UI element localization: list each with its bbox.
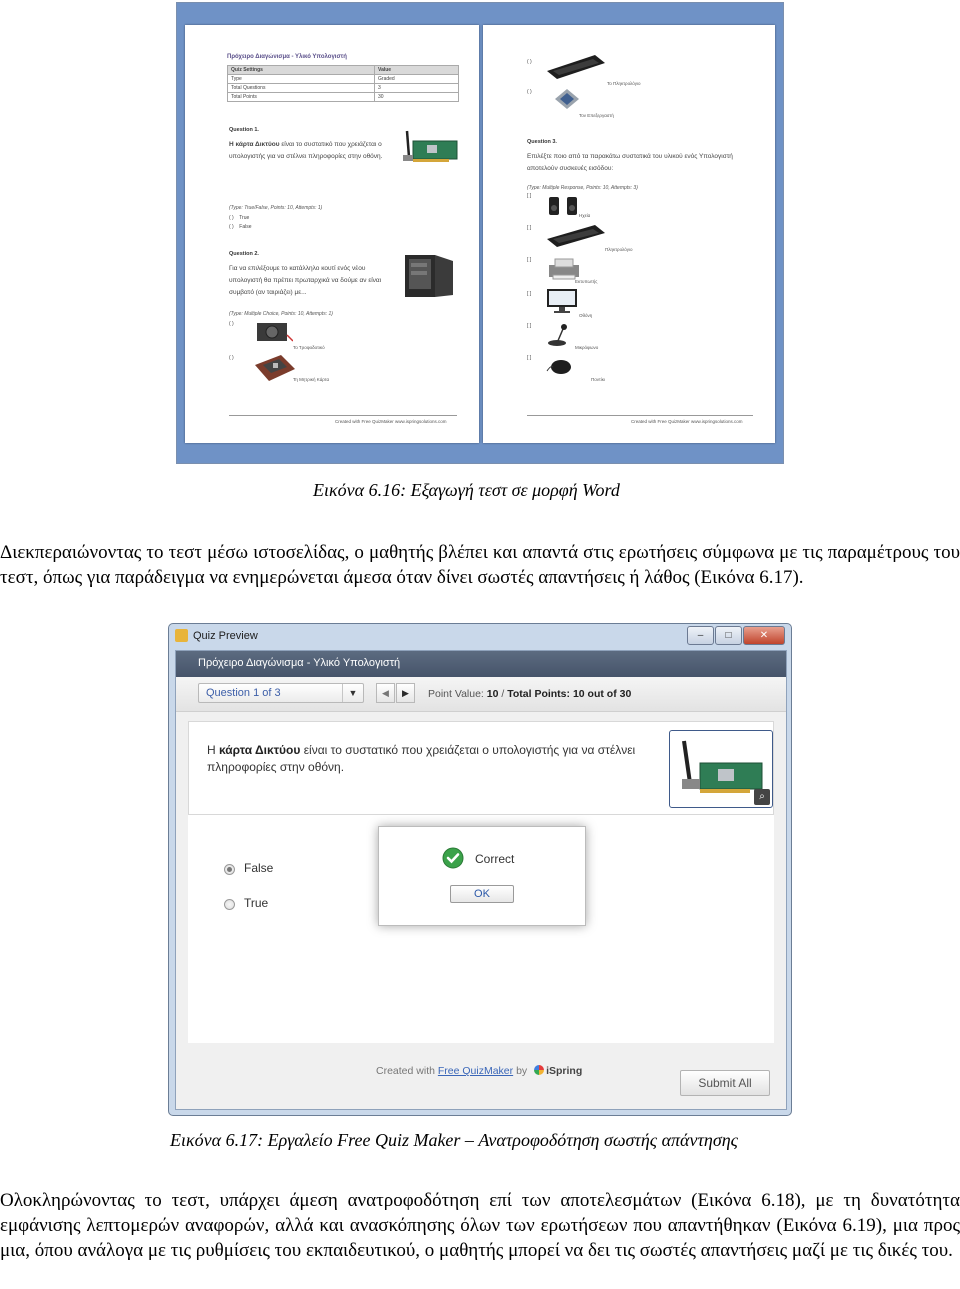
quiz-settings-table [227,65,459,102]
body-paragraph-2: Ολοκληρώνοντας το τεστ, υπάρχει άμεση ανατροφοδότηση επί των αποτελεσμάτων (Εικόνα 6.18), με τη δυνατότητα εμφάνισης λεπτομερών αναφορών, αλλά και ανασκόπησης όλων των ερωτήσεων που απαντήθηκαν (Εικόνα 6.19), μια προς μια, όπου ανάλογα με τις ρυθμίσεις του εκπαιδευτικού, ο μαθητής μπορεί να δει τις σωστές απαντήσεις μαζί με τις δικές του. [0,1190,960,1261]
q3-option-marker: [ ] [527,257,532,263]
close-button[interactable]: ✕ [743,626,785,645]
mouse-image [545,357,575,377]
q3-option-marker: [ ] [527,323,532,329]
window-controls [687,626,785,645]
total-points: 10 out of 30 [572,688,632,700]
question-bold: κάρτα Δικτύου [219,743,301,757]
q2-option-2-label: Τη Μητρική Κάρτα [293,377,330,382]
q3-option-5-label: Μικρόφωνο [575,345,599,350]
q2-option-2-marker: ( ) [229,355,234,361]
points-info [428,688,631,700]
check-circle-icon [442,847,464,869]
settings-cell: 30 [375,93,459,102]
answer-radio-false[interactable] [224,864,235,875]
app-icon [175,629,188,642]
points-separator: / [501,688,505,700]
keyboard-image [545,53,607,81]
zoom-icon[interactable]: ⌕ [754,789,770,805]
submit-all-button[interactable]: Submit All [680,1070,770,1096]
document-page-2 [483,25,775,443]
q3-option-4-label: Οθόνη [579,313,593,318]
point-value: 10 [486,688,499,700]
q3-option-marker: [ ] [527,291,532,297]
page-footer: Created with Free QuizMaker www.ispringsolutions.com [631,419,743,424]
keyboard-image [545,223,607,249]
q1-text [229,139,399,163]
answer-label-false[interactable]: False [244,861,274,875]
question-image-thumbnail[interactable] [669,730,773,808]
settings-cell: Total Points [228,93,375,102]
settings-header-cell: Value [375,66,459,75]
quiz-header [176,651,786,677]
settings-cell: Type [228,75,375,84]
q3-title: Question 3. [527,139,557,145]
credit-line: Created with Free QuizMaker by iSpring [376,1065,583,1077]
settings-header-cell: Quiz Settings [228,66,375,75]
q1-option-1: ( ) True [229,215,250,221]
feedback-message: Correct [475,852,515,866]
quiz-title: Πρόχειρο Διαγώνισμα - Υλικό Υπολογιστή [198,657,401,669]
ok-button[interactable]: OK [450,885,514,903]
point-value-label: Point Value: [428,688,484,700]
settings-cell: Total Questions [228,84,375,93]
q3-option-marker: [ ] [527,225,532,231]
chevron-down-icon: ▼ [342,684,363,702]
answer-label-true[interactable]: True [244,896,269,910]
page-footer: Created with Free QuizMaker www.ispringsolutions.com [335,419,447,424]
document-page-1 [185,25,479,443]
question-box [188,721,774,815]
monitor-image [545,287,579,315]
printer-image [547,257,581,281]
feedback-dialog [378,826,586,926]
q3-option-1-label: Ηχεία [579,213,591,218]
q3-option-marker: [ ] [527,355,532,361]
minimize-button[interactable]: – [687,626,714,645]
ispring-brand: iSpring [546,1065,583,1077]
answer-radio-true[interactable] [224,899,235,910]
quiz-preview-window [168,623,792,1116]
top-option-2-marker: ( ) [527,89,532,95]
quiz-client-area [175,650,787,1110]
top-option-2-label: Τον Επεξεργαστή [579,113,614,118]
footer-divider [527,415,753,416]
window-title: Quiz Preview [193,630,258,642]
ispring-logo-icon [534,1065,544,1075]
power-supply-image [255,321,293,343]
network-card-image [401,129,459,165]
figure-caption-6-16: Εικόνα 6.16: Εξαγωγή τεστ σε μορφή Word [313,480,620,500]
quiz-navbar [176,677,786,712]
cpu-image [553,87,581,111]
word-export-screenshot [176,2,784,464]
q1-option-2: ( ) False [229,224,252,230]
top-option-1-marker: ( ) [527,59,532,65]
q3-option-6-label: Ποντίκι [591,377,606,382]
doc-title: Πρόχειρο Διαγώνισμα - Υλικό Υπολογιστή [227,54,347,60]
microphone-image [545,321,575,347]
body-paragraph-1: Διεκπεραιώνοντας το τεστ μέσω ιστοσελίδας, ο μαθητής βλέπει και απαντά στις ερωτήσεις σύμφωνα με τις παραμέτρους του τεστ, όπως για παράδειγμα να ενημερώνεται άμεσα όταν δίνει σωστές απαντήσεις ή λάθος (Εικόνα 6.17). [0,542,960,588]
next-question-button[interactable]: ▶ [396,683,415,703]
q1-text-bold: Η κάρτα Δικτύου [229,141,280,148]
q1-text-rest: είναι το συστατικό που χρειάζεται ο υπολογιστής για να στέλνει πληροφορίες στην οθόνη. [229,141,383,160]
question-text: Η κάρτα Δικτύου είναι το συστατικό που χρειάζεται ο υπολογιστής για να στέλνει πληροφορίες στην οθόνη. [207,743,636,774]
q2-option-1-marker: ( ) [229,321,234,327]
q3-text: Επιλέξτε ποιο από τα παρακάτω συστατικά του υλικού ενός Υπολογιστή αποτελούν συσκευές εισόδου: [527,153,733,172]
top-option-1-label: Το Πληκτρολόγιο [607,81,641,86]
free-quizmaker-link[interactable]: Free QuizMaker [437,1065,514,1077]
speakers-image [547,195,581,217]
motherboard-image [251,353,297,383]
q2-meta: (Type: Multiple Choice, Points: 10, Attempts: 1) [229,311,333,317]
previous-question-button[interactable]: ◀ [376,683,395,703]
figure-caption-6-17: Εικόνα 6.17: Εργαλείο Free Quiz Maker – Ανατροφοδότηση σωστής απάντησης [170,1130,738,1150]
q3-option-3-label: Εκτυπωτής [575,279,598,284]
question-selector[interactable] [198,683,364,703]
q1-meta: (Type: True/False, Points: 10, Attempts: 1) [229,205,323,211]
settings-cell: Graded [375,75,459,84]
pc-case-image [403,251,455,299]
maximize-button[interactable]: □ [715,626,742,645]
q1-title: Question 1. [229,127,259,133]
total-points-label: Total Points: [507,688,571,700]
settings-cell: 3 [375,84,459,93]
q2-option-1-label: Το Τροφοδοτικό [293,345,325,350]
window-titlebar[interactable] [169,624,791,648]
footer-divider [229,415,457,416]
q3-option-marker: [ ] [527,193,532,199]
question-selector-label: Question 1 of 3 [206,687,281,699]
q2-title: Question 2. [229,251,259,257]
q3-meta: (Type: Multiple Response, Points: 10, Attempts: 3) [527,185,638,191]
q3-option-2-label: Πληκτρολόγιο [605,247,633,252]
q2-text: Για να επιλέξουμε το κατάλληλο κουτί ενός νέου υπολογιστή θα πρέπει πρωταρχικά να δούμε αν είναι συμβατό (αν ταιριάζει) με... [229,265,382,296]
